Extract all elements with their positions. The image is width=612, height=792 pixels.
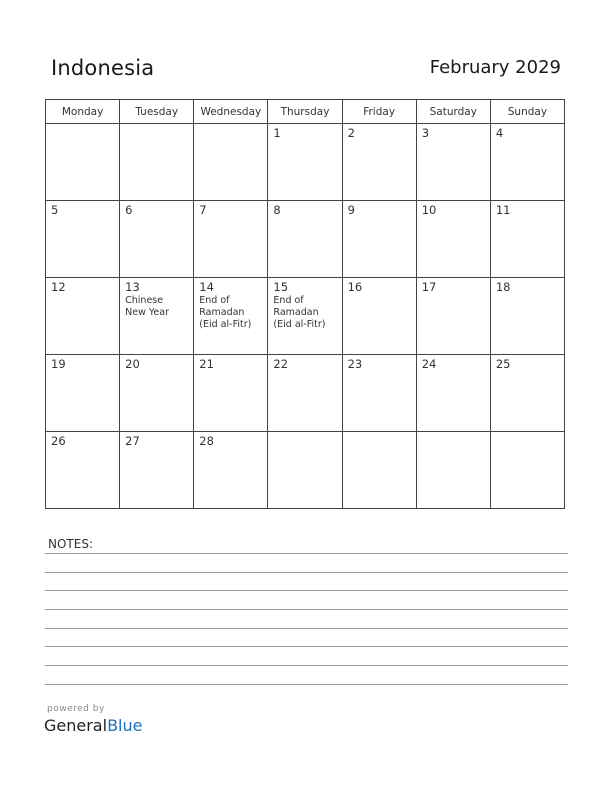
day-number: 24: [421, 357, 437, 371]
day-number: 12: [51, 280, 66, 294]
day-cell: [268, 432, 342, 509]
day-number: 10: [421, 203, 437, 217]
day-cell: [268, 124, 342, 201]
day-number: 23: [347, 357, 363, 371]
day-number: 21: [199, 357, 214, 371]
day-cell: [342, 432, 416, 509]
weekday-header: Friday: [342, 100, 416, 124]
day-cell: [416, 355, 490, 432]
brand-general: General: [44, 716, 108, 735]
day-cell: [120, 201, 194, 278]
day-number: 11: [495, 203, 511, 217]
day-cell: [490, 124, 564, 201]
note-line: [45, 572, 568, 573]
day-number: 16: [347, 280, 363, 294]
day-cell: [490, 355, 564, 432]
weekday-header-row: [46, 100, 565, 124]
holiday-label: End of Ramadan (Eid al-Fitr): [199, 295, 252, 330]
day-number: 28: [199, 434, 214, 448]
weekday-header: Saturday: [416, 100, 490, 124]
day-number: 6: [125, 203, 133, 217]
day-number: 19: [51, 357, 66, 371]
day-number: 26: [51, 434, 66, 448]
day-cell: [268, 201, 342, 278]
day-number: 8: [273, 203, 281, 217]
day-cell: [120, 355, 194, 432]
day-cell: [416, 201, 490, 278]
day-number: 15: [273, 280, 289, 294]
day-cell: [194, 201, 268, 278]
day-cell: [342, 278, 416, 355]
week-row: [46, 124, 565, 201]
day-cell: [46, 124, 120, 201]
day-cell: [416, 124, 490, 201]
day-cell: [194, 278, 268, 355]
note-line: [45, 590, 568, 591]
note-line: [45, 609, 568, 610]
day-number: 27: [125, 434, 140, 448]
country-title: Indonesia: [51, 56, 155, 80]
weekday-header: Thursday: [268, 100, 342, 124]
day-number: 14: [199, 280, 214, 294]
note-line: [45, 665, 568, 666]
day-number: 20: [125, 357, 140, 371]
day-number: 4: [495, 126, 504, 140]
weekday-header: Monday: [46, 100, 120, 124]
day-cell: [268, 355, 342, 432]
day-number: 1: [273, 126, 281, 140]
day-cell: [268, 278, 342, 355]
generalblue-logo: [44, 716, 142, 735]
day-number: 17: [421, 280, 437, 294]
day-cell: [46, 201, 120, 278]
note-line: [45, 553, 568, 554]
weekday-header: Wednesday: [194, 100, 268, 124]
day-number: 9: [347, 203, 355, 217]
day-cell: [490, 278, 564, 355]
week-row: [46, 278, 565, 355]
calendar-grid: [45, 99, 565, 509]
notes-label: NOTES:: [48, 537, 93, 551]
day-cell: [46, 432, 120, 509]
month-title: February 2029: [429, 57, 561, 78]
day-number: 5: [51, 203, 59, 217]
day-cell: [194, 124, 268, 201]
day-number: 7: [199, 203, 207, 217]
week-row: [46, 355, 565, 432]
day-cell: [416, 432, 490, 509]
day-cell: [416, 278, 490, 355]
weekday-header: Sunday: [490, 100, 564, 124]
day-number: 2: [347, 126, 355, 140]
day-cell: [46, 278, 120, 355]
day-cell: [342, 124, 416, 201]
day-cell: [120, 278, 194, 355]
day-cell: [194, 432, 268, 509]
day-number: 18: [495, 280, 511, 294]
day-cell: [120, 124, 194, 201]
day-cell: [342, 201, 416, 278]
day-number: 13: [125, 280, 140, 294]
day-cell: [120, 432, 194, 509]
day-number: 25: [495, 357, 511, 371]
brand-blue: Blue: [107, 716, 143, 735]
weekday-header: Tuesday: [120, 100, 194, 124]
holiday-label: End of Ramadan (Eid al-Fitr): [273, 295, 326, 330]
day-number: 22: [273, 357, 289, 371]
note-line: [45, 628, 568, 629]
day-cell: [490, 432, 564, 509]
day-cell: [490, 201, 564, 278]
day-cell: [342, 355, 416, 432]
day-number: 3: [421, 126, 430, 140]
day-cell: [46, 355, 120, 432]
note-line: [45, 684, 568, 685]
powered-by-text: powered by: [47, 704, 105, 714]
note-line: [45, 646, 568, 647]
holiday-label: Chinese New Year: [125, 295, 169, 318]
week-row: [46, 432, 565, 509]
week-row: [46, 201, 565, 278]
day-cell: [194, 355, 268, 432]
